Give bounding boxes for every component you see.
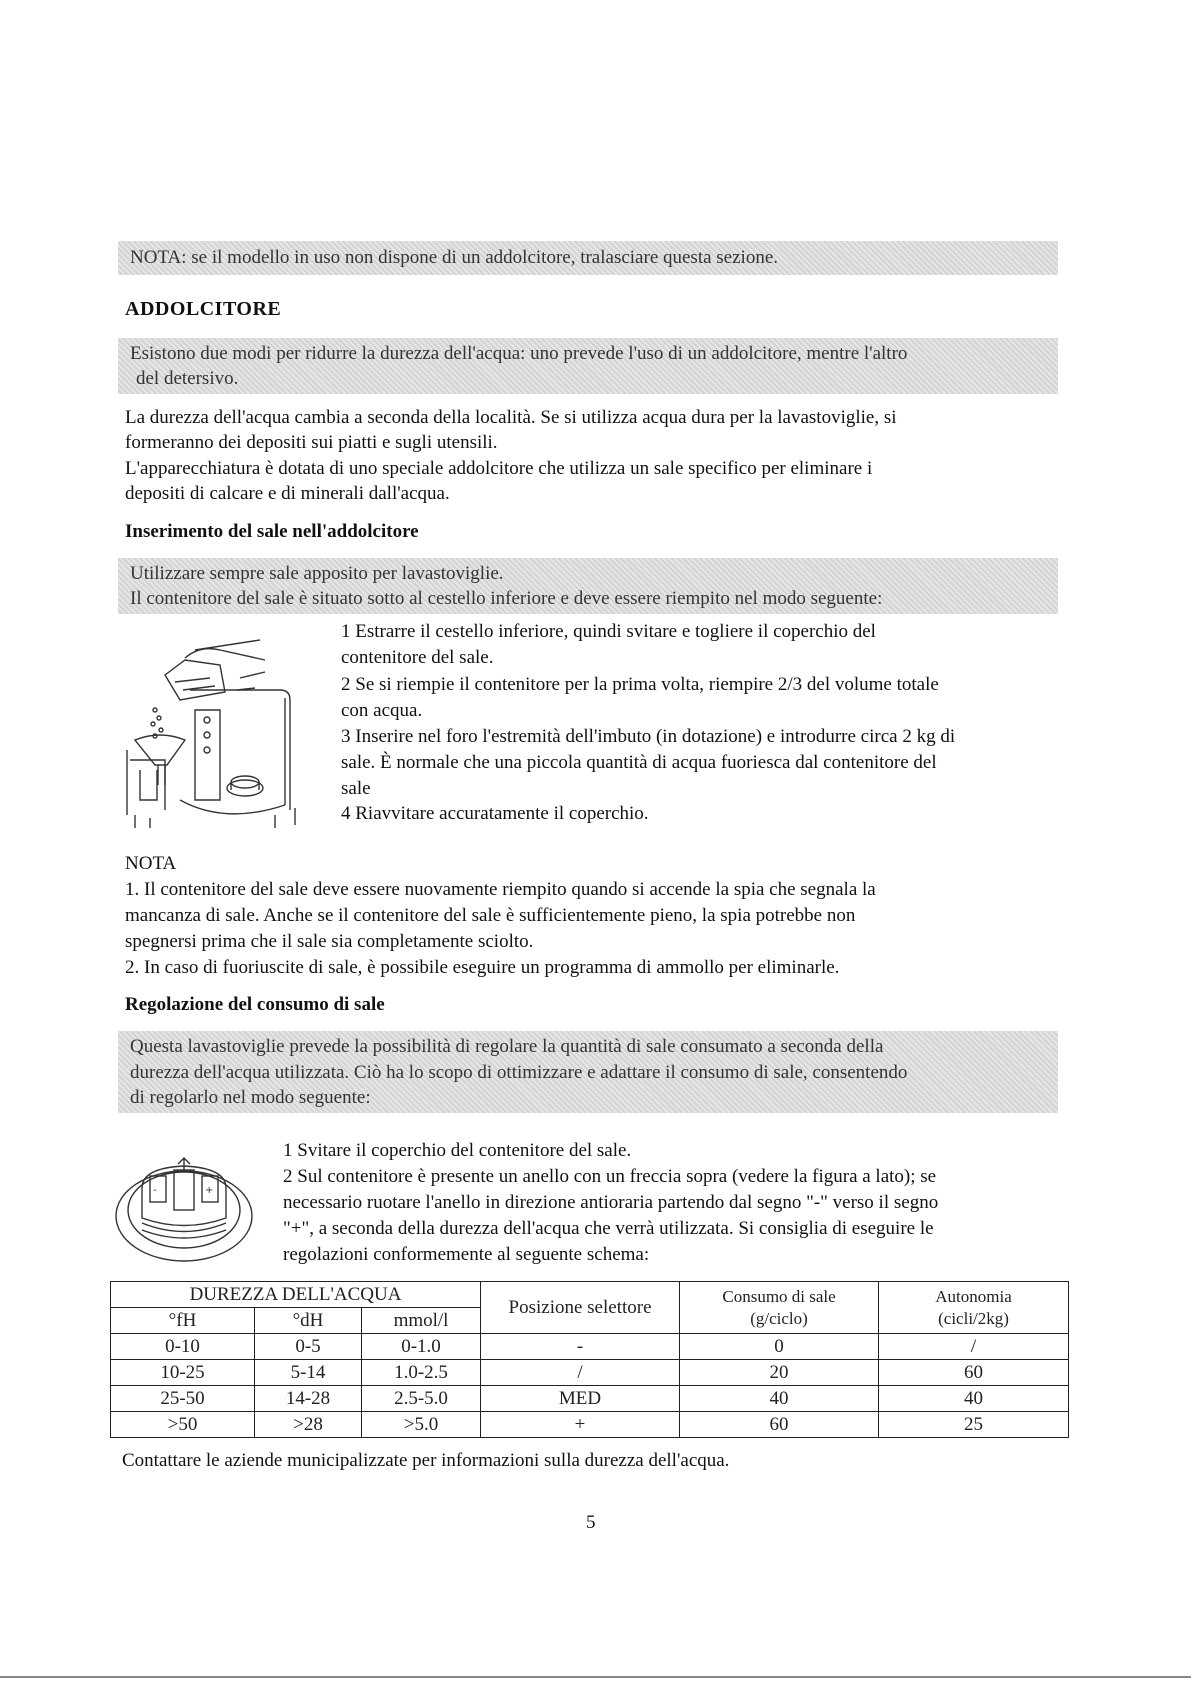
table-cell: 0-10 — [111, 1334, 255, 1360]
step1-line-3: 2 Se si riempie il contenitore per la prima volta, riempire 2/3 del volume totale — [341, 674, 939, 695]
svg-text:+: + — [205, 1185, 214, 1196]
step2-line-3: necessario ruotare l'anello in direzione antioraria partendo dal segno "-" verso il segno — [283, 1192, 939, 1213]
body-line-3: L'apparecchiatura è dotata di uno speciale addolcitore che utilizza un sale specifico per eliminare i — [125, 458, 873, 479]
header-autonomy-line-1: Autonomia — [935, 1286, 1012, 1306]
section-title: ADDOLCITORE — [125, 298, 282, 320]
table-cell: 0-5 — [255, 1334, 362, 1360]
table-row — [111, 1386, 1069, 1412]
table-header-row — [111, 1282, 1069, 1308]
table-cell: 40 — [879, 1386, 1069, 1412]
step1-line-7: sale — [341, 778, 371, 799]
header-dh: °dH — [255, 1308, 362, 1334]
table-cell: 1.0-2.5 — [362, 1360, 481, 1386]
nota-line-4: 2. In caso di fuoriuscite di sale, è possibile eseguire un programma di ammollo per eliminarle. — [125, 957, 840, 978]
table-cell: 14-28 — [255, 1386, 362, 1412]
note-top-text: NOTA: se il modello in uso non dispone di un addolcitore, tralasciare questa sezione. — [130, 247, 779, 268]
table-cell: 25 — [879, 1412, 1069, 1438]
subhead-salt-adjustment: Regolazione del consumo di sale — [125, 994, 385, 1015]
table-cell: 20 — [680, 1360, 879, 1386]
table-cell: 2.5-5.0 — [362, 1386, 481, 1412]
step2-line-2: 2 Sul contenitore è presente un anello con un freccia sopra (vedere la figura a lato); se — [283, 1166, 937, 1187]
step2-line-1: 1 Svitare il coperchio del contenitore del sale. — [283, 1140, 632, 1161]
table-cell: 60 — [879, 1360, 1069, 1386]
nota-label: NOTA — [125, 853, 177, 874]
table-cell: 10-25 — [111, 1360, 255, 1386]
step1-line-6: sale. È normale che una piccola quantità di acqua fuoriesca dal contenitore del — [341, 752, 937, 773]
footer-note: Contattare le aziende municipalizzate per informazioni sulla durezza dell'acqua. — [122, 1450, 730, 1471]
table-cell: 25-50 — [111, 1386, 255, 1412]
table-cell: >28 — [255, 1412, 362, 1438]
intro-line-2: del detersivo. — [136, 368, 239, 389]
salt-info-line-1: Utilizzare sempre sale apposito per lavastoviglie. — [130, 563, 504, 584]
table-cell: / — [481, 1360, 680, 1386]
step1-line-1: 1 Estrarre il cestello inferiore, quindi svitare e togliere il coperchio del — [341, 621, 876, 642]
step1-line-2: contenitore del sale. — [341, 647, 494, 668]
step1-line-5: 3 Inserire nel foro l'estremità dell'imbuto (in dotazione) e introdurre circa 2 kg di — [341, 726, 956, 747]
header-salt-consumption-line-1: Consumo di sale — [722, 1286, 836, 1306]
header-salt-consumption-line-2: (g/ciclo) — [750, 1308, 808, 1328]
nota-line-2: mancanza di sale. Anche se il contenitore del sale è sufficientemente pieno, la spia potrebbe non — [125, 905, 856, 926]
header-autonomy-line-2: (cicli/2kg) — [938, 1308, 1009, 1328]
table-cell: 60 — [680, 1412, 879, 1438]
salt-cap-dial-illustration — [112, 1148, 262, 1268]
page-number: 5 — [586, 1512, 596, 1533]
adjustment-line-3: di regolarlo nel modo seguente: — [130, 1087, 371, 1108]
header-autonomy — [879, 1282, 1069, 1334]
adjustment-info-box — [118, 1031, 1058, 1113]
svg-text:-: - — [153, 1185, 157, 1196]
table-cell: 0 — [680, 1334, 879, 1360]
body-line-1: La durezza dell'acqua cambia a seconda della località. Se si utilizza acqua dura per la lavastoviglie, si — [125, 407, 897, 428]
subhead-salt-insertion: Inserimento del sale nell'addolcitore — [125, 521, 419, 542]
header-selector-position: Posizione selettore — [481, 1282, 680, 1334]
header-fh: °fH — [111, 1308, 255, 1334]
intro-box — [118, 338, 1058, 394]
body-line-2: formeranno dei depositi sui piatti e sugli utensili. — [125, 432, 498, 453]
body-line-4: depositi di calcare e di minerali dall'acqua. — [125, 483, 450, 504]
table-row — [111, 1412, 1069, 1438]
table-cell: - — [481, 1334, 680, 1360]
header-salt-consumption — [680, 1282, 879, 1334]
note-top-box — [118, 241, 1058, 275]
table-row — [111, 1360, 1069, 1386]
adjustment-line-2: durezza dell'acqua utilizzata. Ciò ha lo scopo di ottimizzare e adattare il consumo di sale, consentendo — [130, 1062, 908, 1083]
table-cell: >50 — [111, 1412, 255, 1438]
salt-filling-illustration — [125, 620, 310, 830]
nota-line-1: 1. Il contenitore del sale deve essere nuovamente riempito quando si accende la spia che segnala la — [125, 879, 876, 900]
adjustment-line-1: Questa lavastoviglie prevede la possibilità di regolare la quantità di sale consumato a seconda della — [130, 1036, 884, 1057]
table-cell: 5-14 — [255, 1360, 362, 1386]
table-cell: 0-1.0 — [362, 1334, 481, 1360]
water-hardness-table — [110, 1281, 1069, 1438]
step1-line-4: con acqua. — [341, 700, 423, 721]
intro-line-1: Esistono due modi per ridurre la durezza dell'acqua: uno prevede l'uso di un addolcitore, mentre l'altro — [130, 343, 908, 364]
table-cell: MED — [481, 1386, 680, 1412]
salt-info-box — [118, 558, 1058, 614]
salt-info-line-2: Il contenitore del sale è situato sotto al cestello inferiore e deve essere riempito nel modo seguente: — [130, 588, 883, 609]
table-cell: / — [879, 1334, 1069, 1360]
step2-line-5: regolazioni conformemente al seguente schema: — [283, 1244, 650, 1265]
table-cell: 40 — [680, 1386, 879, 1412]
table-cell: + — [481, 1412, 680, 1438]
bottom-divider — [0, 1676, 1191, 1678]
header-mmol: mmol/l — [362, 1308, 481, 1334]
header-water-hardness: DUREZZA DELL'ACQUA — [111, 1282, 481, 1308]
table-cell: >5.0 — [362, 1412, 481, 1438]
nota-line-3: spegnersi prima che il sale sia completamente sciolto. — [125, 931, 534, 952]
table-row — [111, 1334, 1069, 1360]
step1-line-8: 4 Riavvitare accuratamente il coperchio. — [341, 803, 649, 824]
step2-line-4: "+", a seconda della durezza dell'acqua che verrà utilizzata. Si consiglia di eseguire le — [283, 1218, 934, 1239]
